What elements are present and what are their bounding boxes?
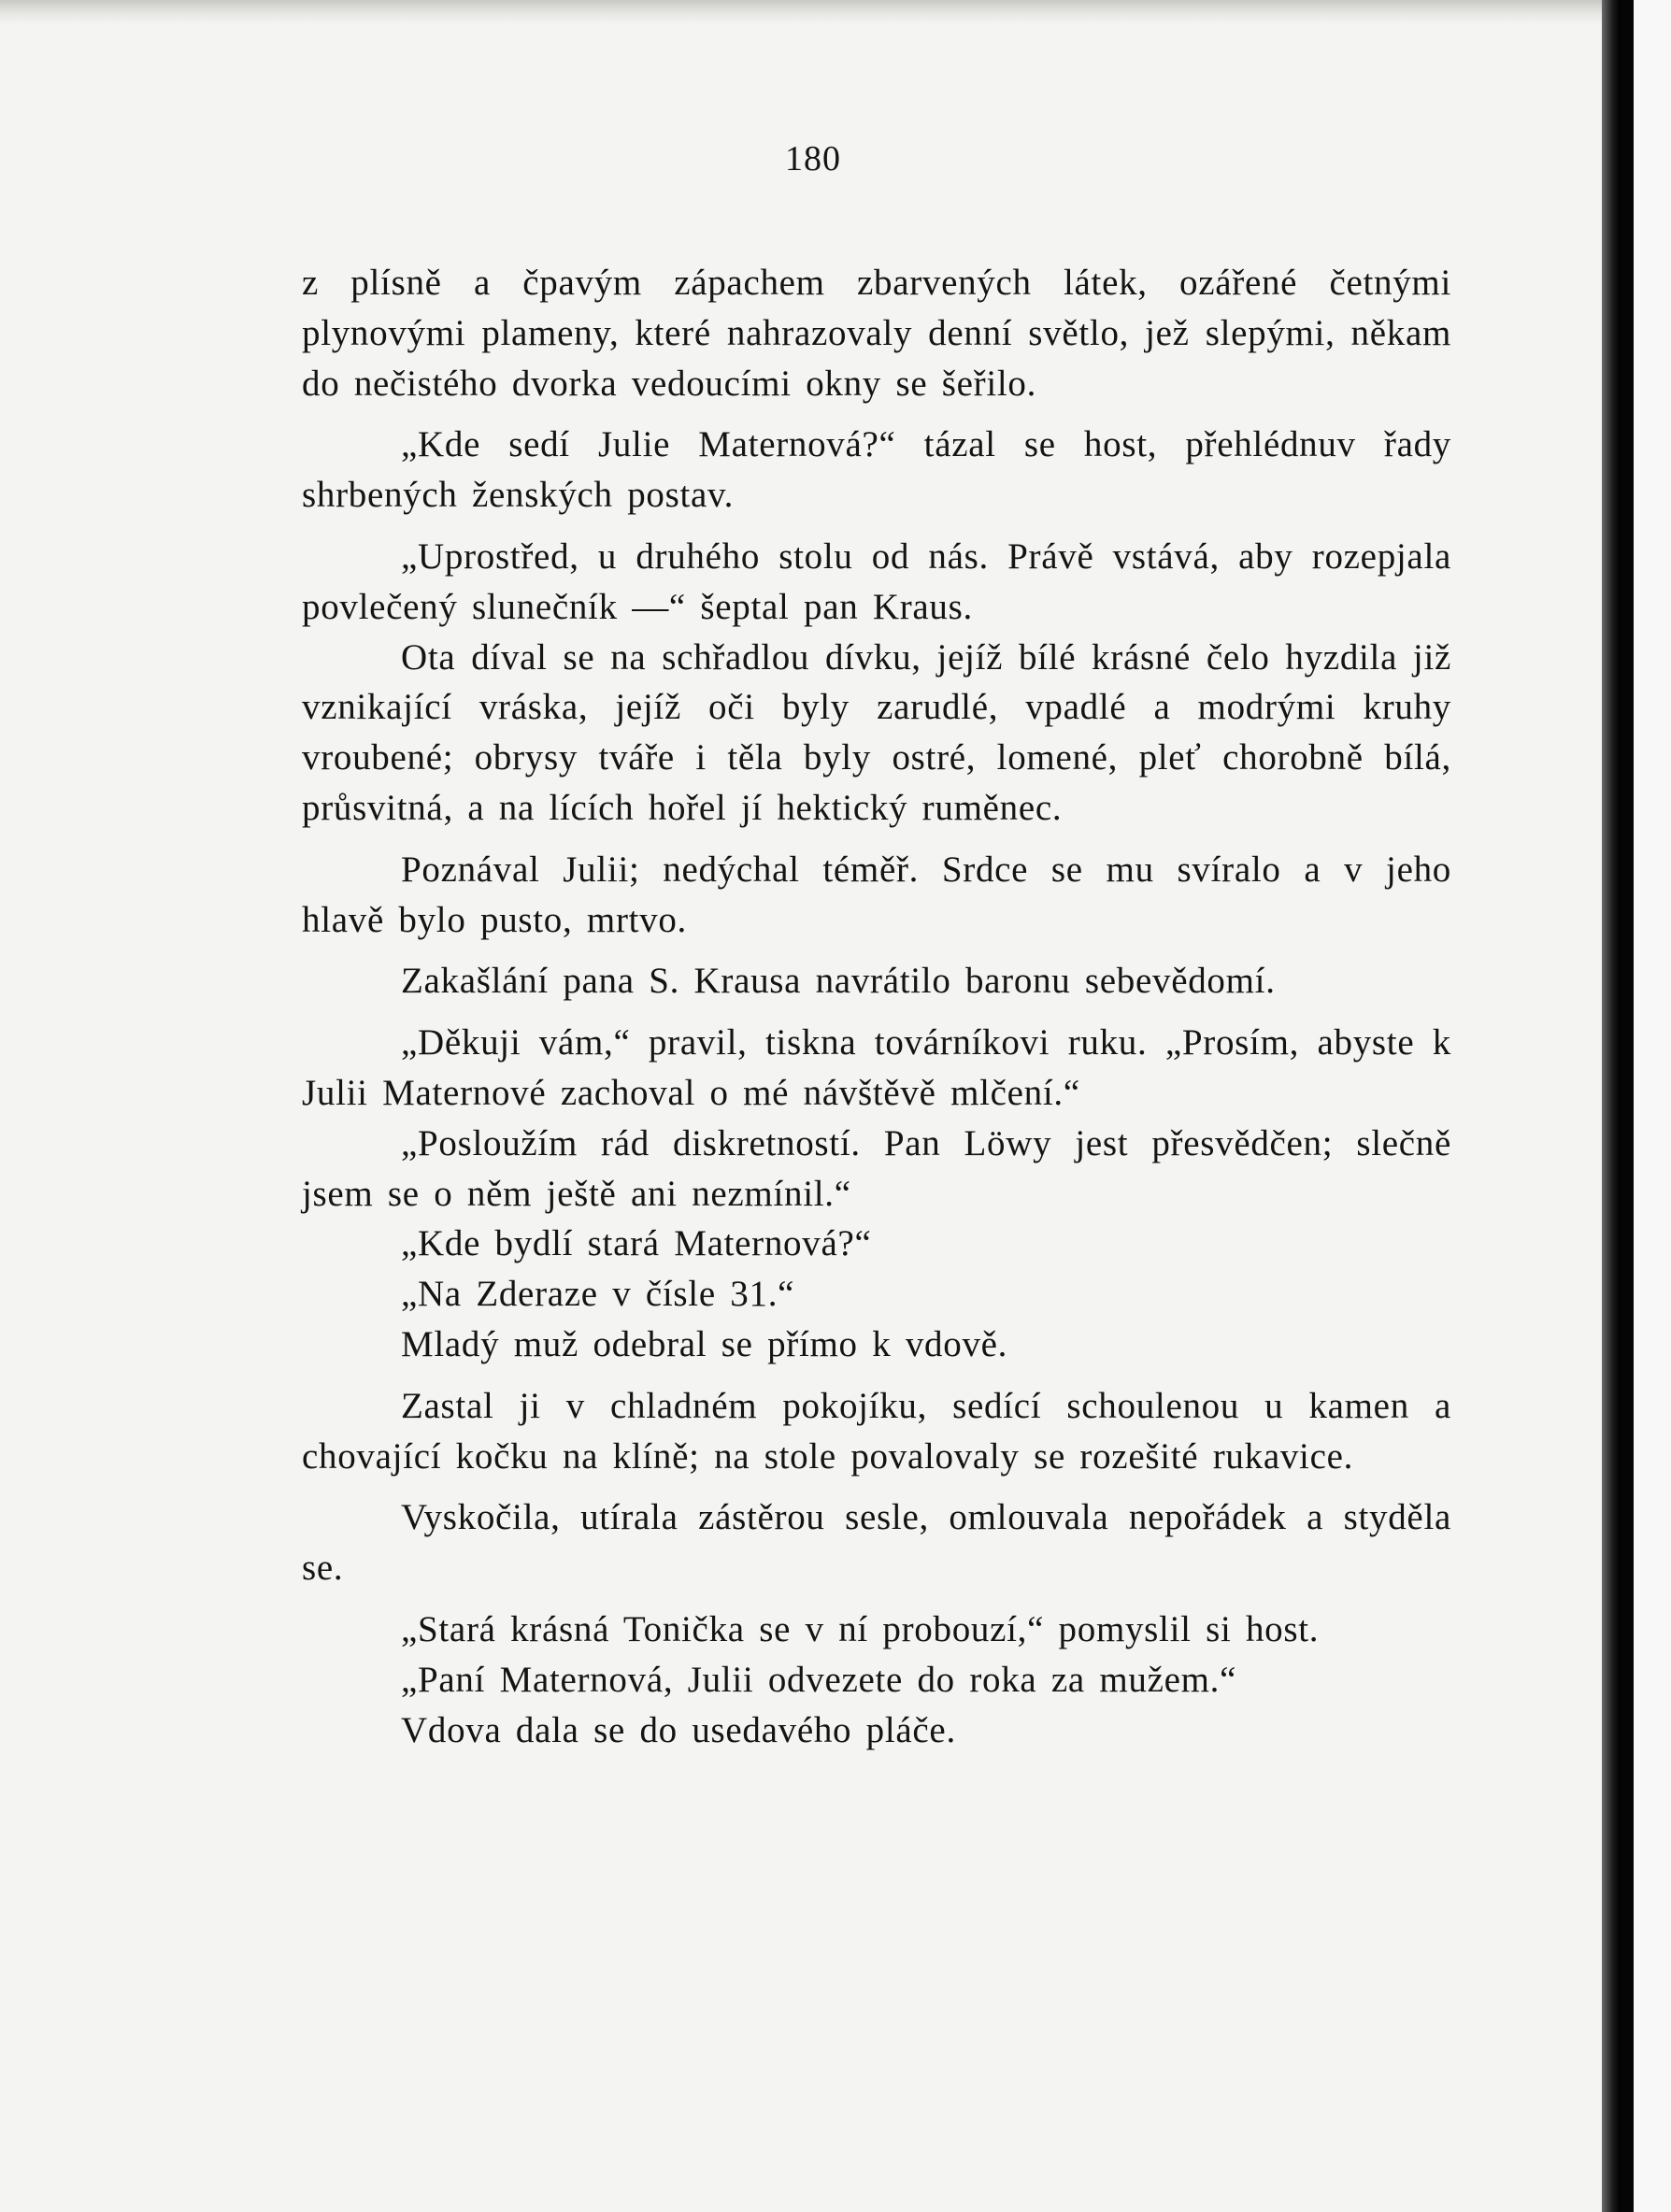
paragraph: „Kde bydlí stará Maternová?“ [401,1223,872,1264]
paragraph: „Kde sedí Julie Maternová?“ tázal se host, přehlédnuv řady shrbených ženských postav. [302,424,1451,516]
paragraph: „Paní Maternová, Julii odvezete do roka za mužem.“ [401,1659,1237,1700]
paragraph: „Na Zderaze v čísle 31.“ [401,1274,795,1315]
page-number: 180 [785,139,841,178]
paragraph: Mladý muž odebral se přímo k vdově. [401,1323,1008,1364]
body-text [302,258,1451,1755]
paragraph: Zakašlání pana S. Krausa navrátilo baronu sebevědomí. [401,961,1276,1002]
paragraph: Poznával Julii; nedýchal téměř. Srdce se mu svíralo a v jeho hlavě bylo pusto, mrtvo. [302,849,1451,940]
paragraph: Zastal ji v chladném pokojíku, sedící schoulenou u kamen a chovající kočku na klíně; na stole povalovaly se rozešité rukavice. [302,1385,1451,1477]
top-scan-shadow [0,0,1626,24]
paragraph: „Stará krásná Tonička se v ní probouzí,“ pomyslil si host. [401,1608,1320,1649]
paragraph: „Děkuji vám,“ pravil, tiskna továrníkovi ruku. „Prosím, abyste k Julii Maternové zachoval o mé návštěvě mlčení.“ [302,1022,1451,1113]
paragraph: Ota díval se na schřadlou dívku, jejíž bílé krásné čelo hyzdila již vznikající vráska, jejíž oči byly zarudlé, vpadlé a modrými kruhy vroubené; obrysy tváře i těla byly ostré, lomené, pleť chorobně bílá, průsvitná, a na lících hořel jí hektický ruměnec. [302,636,1451,828]
page-edge-shadow [1602,0,1621,2212]
paragraph: „Uprostřed, u druhého stolu od nás. Právě vstává, aby rozepjala povlečený slunečník —“ šeptal pan Kraus. [302,535,1451,627]
book-spine-edge [1621,0,1634,2212]
paragraph: „Posloužím rád diskretností. Pan Löwy jest přesvědčen; slečně jsem se o něm ještě ani nezmínil.“ [302,1122,1451,1214]
paragraph: Vyskočila, utírala zástěrou sesle, omlouvala nepořádek a styděla se. [302,1497,1451,1589]
next-page-margin [1634,0,1671,2212]
paragraph: z plísně a čpavým zápachem zbarvených látek, ozářené četnými plynovými plameny, které nahrazovaly denní světlo, jež slepými, někam do nečistého dvorka vedoucími okny se šeřilo. [302,263,1451,404]
paragraph: Vdova dala se do usedavého pláče. [401,1709,956,1750]
